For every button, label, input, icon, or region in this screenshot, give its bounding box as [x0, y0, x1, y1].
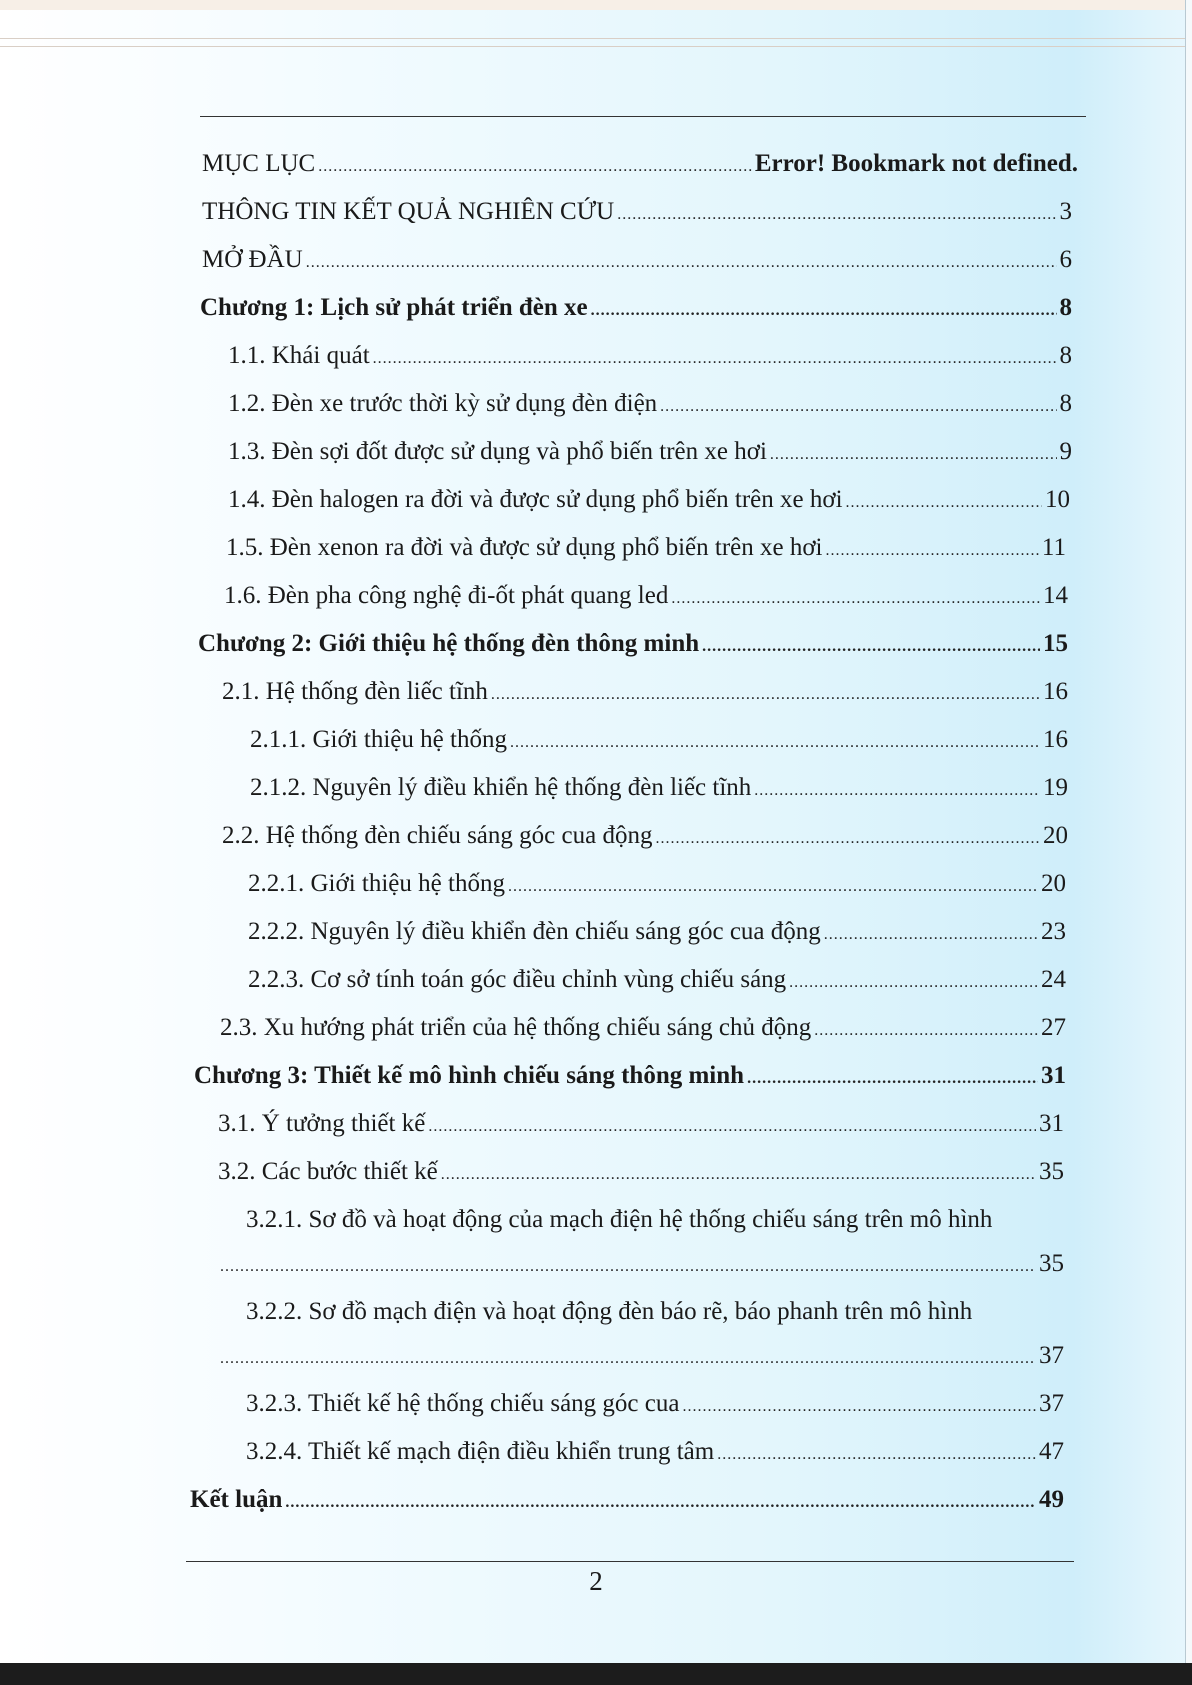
toc-entry-page: 6: [1059, 246, 1072, 273]
toc-leader-dots: [717, 1446, 1036, 1464]
toc-entry[interactable]: [228, 486, 1070, 514]
toc-leader-dots: [814, 1022, 1038, 1040]
toc-entry-page: 8: [1059, 294, 1072, 321]
toc-entry-page: 49: [1039, 1486, 1064, 1513]
toc-entry-title: Chương 2: Giới thiệu hệ thống đèn thông minh: [198, 630, 700, 657]
toc-entry[interactable]: [228, 438, 1072, 466]
toc-entry-page: 20: [1043, 822, 1068, 849]
toc-entry[interactable]: [222, 678, 1068, 706]
toc-entry-page: 20: [1041, 870, 1066, 897]
toc-entry-page: 24: [1041, 966, 1066, 993]
toc-entry-page: 16: [1043, 726, 1068, 753]
toc-entry-title: Kết luận: [190, 1486, 283, 1513]
toc-entry-page: 47: [1039, 1438, 1064, 1465]
toc-leader-dots: [491, 686, 1040, 704]
toc-leader-dots: [655, 830, 1040, 848]
toc-entry-title: 3.1. Ý tưởng thiết kế: [218, 1110, 426, 1137]
footer-rule: [186, 1561, 1074, 1562]
toc-entry-page: 3: [1059, 198, 1072, 225]
toc-entry-title: 2.2.3. Cơ sở tính toán góc điều chỉnh vùng chiếu sáng: [248, 966, 787, 993]
toc-leader-dots: [671, 590, 1040, 608]
toc-entry[interactable]: [224, 582, 1068, 610]
scan-line: [0, 46, 1192, 47]
toc-entry-title: 2.2.2. Nguyên lý điều khiển đèn chiếu sáng góc cua động: [248, 918, 821, 945]
toc-leader-dots: [617, 206, 1056, 224]
toc-entry-page: 31: [1041, 1062, 1066, 1089]
toc-leader-dots: [826, 542, 1039, 560]
toc-entry-page: 11: [1041, 534, 1066, 561]
toc-entry-page: 23: [1041, 918, 1066, 945]
toc-leader-dots: [285, 1494, 1036, 1512]
toc-entry-page: 19: [1043, 774, 1068, 801]
toc-entry[interactable]: [248, 918, 1066, 946]
toc-entry[interactable]: [194, 1062, 1066, 1090]
toc-entry-title: 3.2.3. Thiết kế hệ thống chiếu sáng góc cua: [246, 1390, 680, 1417]
toc-leader-dots: [508, 878, 1038, 896]
toc-leader-dots: [702, 638, 1040, 656]
toc-entry[interactable]: [202, 246, 1072, 274]
toc-leader-dots: [747, 1070, 1038, 1088]
page-number: 2: [589, 1566, 603, 1596]
toc-entry[interactable]: [220, 1014, 1066, 1042]
toc-entry[interactable]: [246, 1438, 1064, 1466]
toc-entry-title: 2.1. Hệ thống đèn liếc tĩnh: [222, 678, 488, 705]
toc-entry-title: 2.1.1. Giới thiệu hệ thống: [250, 726, 507, 753]
scan-bottom-band: [0, 1663, 1192, 1685]
toc-entry-page: 37: [1039, 1342, 1064, 1369]
toc-leader-dots: [306, 254, 1057, 272]
toc-entry-page: 27: [1041, 1014, 1066, 1041]
toc-entry[interactable]: [198, 630, 1068, 658]
toc-leader-dots: [682, 1398, 1036, 1416]
toc-entry[interactable]: [190, 1486, 1064, 1514]
toc-entry[interactable]: [220, 1250, 1064, 1278]
toc-entry-title: 3.2.4. Thiết kế mạch điện điều khiển trung tâm: [246, 1438, 715, 1465]
toc-leader-dots: [660, 398, 1056, 416]
toc-entry[interactable]: [246, 1390, 1064, 1418]
toc-entry-page: 35: [1039, 1158, 1064, 1185]
toc-entry[interactable]: [248, 870, 1066, 898]
toc-entry-title: 2.3. Xu hướng phát triển của hệ thống chiếu sáng chủ động: [220, 1014, 812, 1041]
toc-entry-title: 1.5. Đèn xenon ra đời và được sử dụng phổ biến trên xe hơi: [226, 534, 823, 561]
toc-entry[interactable]: [250, 774, 1068, 802]
toc-entry-title: 1.3. Đèn sợi đốt được sử dụng và phổ biến trên xe hơi: [228, 438, 767, 465]
toc-leader-dots: [373, 350, 1057, 368]
toc-entry-page: 9: [1059, 438, 1072, 465]
toc-entry[interactable]: [226, 534, 1066, 562]
toc-leader-dots: [770, 446, 1057, 464]
toc-entry-page: 16: [1043, 678, 1068, 705]
toc-entry[interactable]: [250, 726, 1068, 754]
toc-entry-title: THÔNG TIN KẾT QUẢ NGHIÊN CỨU: [202, 198, 615, 225]
toc-leader-dots: [318, 158, 752, 176]
toc-entry-title: 1.2. Đèn xe trước thời kỳ sử dụng đèn điện: [228, 390, 658, 417]
toc-entry[interactable]: [202, 198, 1072, 226]
toc-entry-page: 31: [1039, 1110, 1064, 1137]
toc-entry-title: Chương 3: Thiết kế mô hình chiếu sáng thông minh: [194, 1062, 745, 1089]
toc-entry-page: 35: [1039, 1250, 1064, 1277]
toc-leader-dots: [510, 734, 1040, 752]
toc-entry-title: 3.2. Các bước thiết kế: [218, 1158, 438, 1185]
toc-entry-page: 8: [1059, 342, 1072, 369]
toc-entry-page: 10: [1045, 486, 1070, 513]
toc-entry[interactable]: [202, 150, 1078, 178]
scan-right-edge: [1185, 0, 1192, 1685]
toc-entry-title: 2.2.1. Giới thiệu hệ thống: [248, 870, 505, 897]
toc-leader-dots: [220, 1350, 1036, 1368]
toc-entry-title: 2.2. Hệ thống đèn chiếu sáng góc cua động: [222, 822, 653, 849]
toc-entry-title: 1.6. Đèn pha công nghệ đi-ốt phát quang led: [224, 582, 669, 609]
toc-leader-dots: [220, 1258, 1036, 1276]
toc-entry-title: MỞ ĐẦU: [202, 246, 303, 273]
toc-leader-dots: [789, 974, 1038, 992]
toc-leader-dots: [441, 1166, 1036, 1184]
toc-entry[interactable]: [248, 966, 1066, 994]
toc-leader-dots: [591, 302, 1057, 320]
header-rule: [200, 116, 1086, 117]
toc-entry[interactable]: [200, 294, 1072, 322]
toc-entry[interactable]: [220, 1342, 1064, 1370]
toc-entry[interactable]: [228, 342, 1072, 370]
toc-entry[interactable]: [228, 390, 1072, 418]
toc-leader-dots: [754, 782, 1040, 800]
toc-entry-title: 2.1.2. Nguyên lý điều khiển hệ thống đèn liếc tĩnh: [250, 774, 752, 801]
toc-entry-title: 1.4. Đèn halogen ra đời và được sử dụng phổ biến trên xe hơi: [228, 486, 843, 513]
toc-leader-dots: [428, 1118, 1036, 1136]
toc-entry-page: 14: [1043, 582, 1068, 609]
toc-entry-title[interactable]: 3.2.2. Sơ đồ mạch điện và hoạt động đèn báo rẽ, báo phanh trên mô hình: [246, 1298, 973, 1325]
toc-entry-page: 37: [1039, 1390, 1064, 1417]
toc-leader-dots: [846, 494, 1042, 512]
toc-entry-title[interactable]: 3.2.1. Sơ đồ và hoạt động của mạch điện hệ thống chiếu sáng trên mô hình: [246, 1206, 993, 1233]
toc-entry-page: 15: [1043, 630, 1068, 657]
toc-entry-title: MỤC LỤC: [202, 150, 316, 177]
toc-entry[interactable]: [218, 1158, 1064, 1186]
scan-top-band: [0, 0, 1192, 10]
toc-entry[interactable]: [218, 1110, 1064, 1138]
scan-line: [0, 38, 1192, 39]
toc-entry-title: Chương 1: Lịch sử phát triển đèn xe: [200, 294, 588, 321]
toc-entry-page: 8: [1059, 390, 1072, 417]
toc-leader-dots: [824, 926, 1038, 944]
toc-entry-page: Error! Bookmark not defined.: [754, 150, 1078, 177]
toc-entry[interactable]: [222, 822, 1068, 850]
toc-entry-title: 1.1. Khái quát: [228, 342, 370, 369]
